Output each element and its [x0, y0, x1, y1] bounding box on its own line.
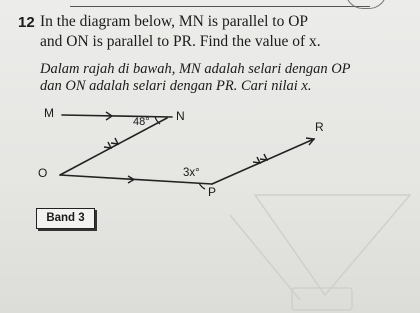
- label-angle-p: 3x°: [183, 167, 200, 179]
- malay-line-2: dan ON adalah selari dengan PR. Cari nilai x.: [40, 78, 312, 94]
- question-number: 12: [18, 14, 35, 31]
- label-point-m: M: [44, 106, 54, 120]
- label-point-n: N: [176, 109, 185, 123]
- label-angle-n: 48°: [133, 116, 150, 128]
- label-point-r: R: [315, 120, 324, 134]
- malay-line-1: Dalam rajah di bawah, MN adalah selari dengan OP: [40, 61, 351, 77]
- english-line-1: In the diagram below, MN is parallel to OP: [40, 13, 309, 30]
- english-line-2: and ON is parallel to PR. Find the value of x.: [40, 33, 321, 50]
- label-point-o: O: [38, 166, 48, 180]
- band-badge: Band 3: [36, 208, 95, 229]
- label-point-p: P: [208, 185, 217, 199]
